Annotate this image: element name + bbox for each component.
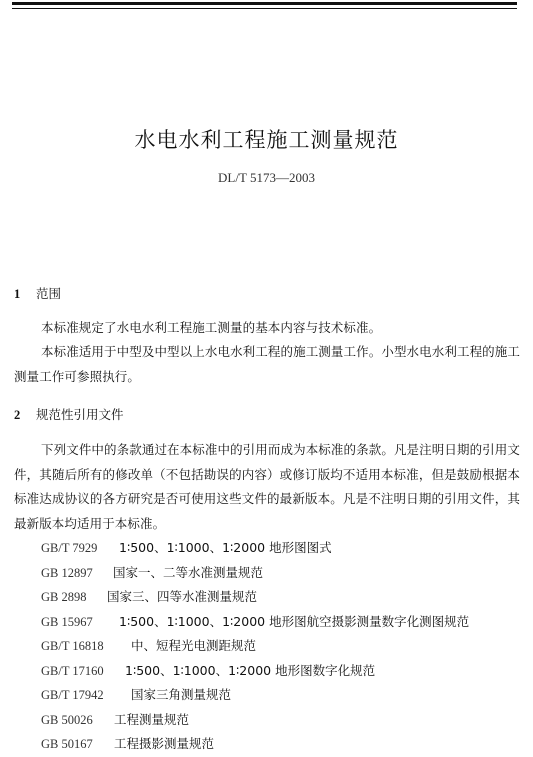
reference-item: [41, 708, 526, 733]
reference-code: GB/T 17942: [41, 688, 104, 702]
section-number: 2: [14, 408, 21, 422]
reference-item: [41, 634, 526, 659]
header-rule-thin: [12, 8, 517, 9]
reference-title: 中、短程光电测距规范: [131, 638, 257, 653]
reference-item: [41, 683, 526, 708]
reference-code: GB 15967: [41, 614, 93, 629]
scope-paragraph-1: 本标准规定了水电水利工程施工测量的基本内容与技术标准。: [41, 320, 382, 335]
reference-title: 1∶500、1∶1000、1∶2000 地形图图式: [119, 540, 332, 555]
reference-list: [41, 536, 526, 757]
section-title: 范围: [36, 286, 62, 301]
reference-code: GB/T 17160: [41, 663, 104, 678]
reference-item: [41, 659, 526, 684]
reference-code: GB 12897: [41, 565, 93, 580]
header-rule-thick: [12, 2, 517, 5]
reference-code: GB/T 16818: [41, 639, 104, 653]
reference-code: GB 50167: [41, 737, 93, 751]
section-heading-scope: [14, 284, 61, 302]
reference-code: GB/T 7929: [41, 541, 98, 555]
reference-item: [41, 561, 526, 586]
reference-title: 1∶500、1∶1000、1∶2000 地形图航空摄影测量数字化测图规范: [119, 613, 470, 629]
document-title: 水电水利工程施工测量规范: [134, 128, 399, 152]
reference-title: 1∶500、1∶1000、1∶2000 地形图数字化规范: [125, 662, 376, 678]
reference-code: GB 50026: [41, 712, 93, 727]
standard-number: DL/T 5173—2003: [218, 170, 315, 185]
reference-title: 国家一、二等水准测量规范: [113, 564, 264, 580]
section-number: 1: [14, 287, 21, 301]
reference-title: 国家三角测量规范: [131, 687, 232, 702]
reference-title: 国家三、四等水准测量规范: [107, 589, 258, 604]
scope-paragraph-2: 本标准适用于中型及中型以上水电水利工程的施工测量工作。小型水电水利工程的施工测量工作可参照执行。: [14, 344, 520, 384]
reference-title: 工程摄影测量规范: [114, 736, 215, 751]
reference-item: [41, 585, 526, 610]
references-intro-paragraph: 下列文件中的条款通过在本标准中的引用而成为本标准的条款。凡是注明日期的引用文件，其随后所有的修改单（不包括勘误的内容）或修订版均不适用本标准，但是鼓励根据本标准达成协议的各方研究是否可使用这些文件的最新版本。凡是不注明日期的引用文件，其最新版本均适用于本标准。: [14, 442, 520, 531]
reference-title: 工程测量规范: [114, 711, 190, 727]
reference-item: [41, 732, 526, 757]
reference-item: [41, 610, 526, 635]
section-title: 规范性引用文件: [36, 407, 124, 422]
reference-code: GB 2898: [41, 590, 87, 604]
section-heading-references: [14, 405, 124, 423]
reference-item: [41, 536, 526, 561]
